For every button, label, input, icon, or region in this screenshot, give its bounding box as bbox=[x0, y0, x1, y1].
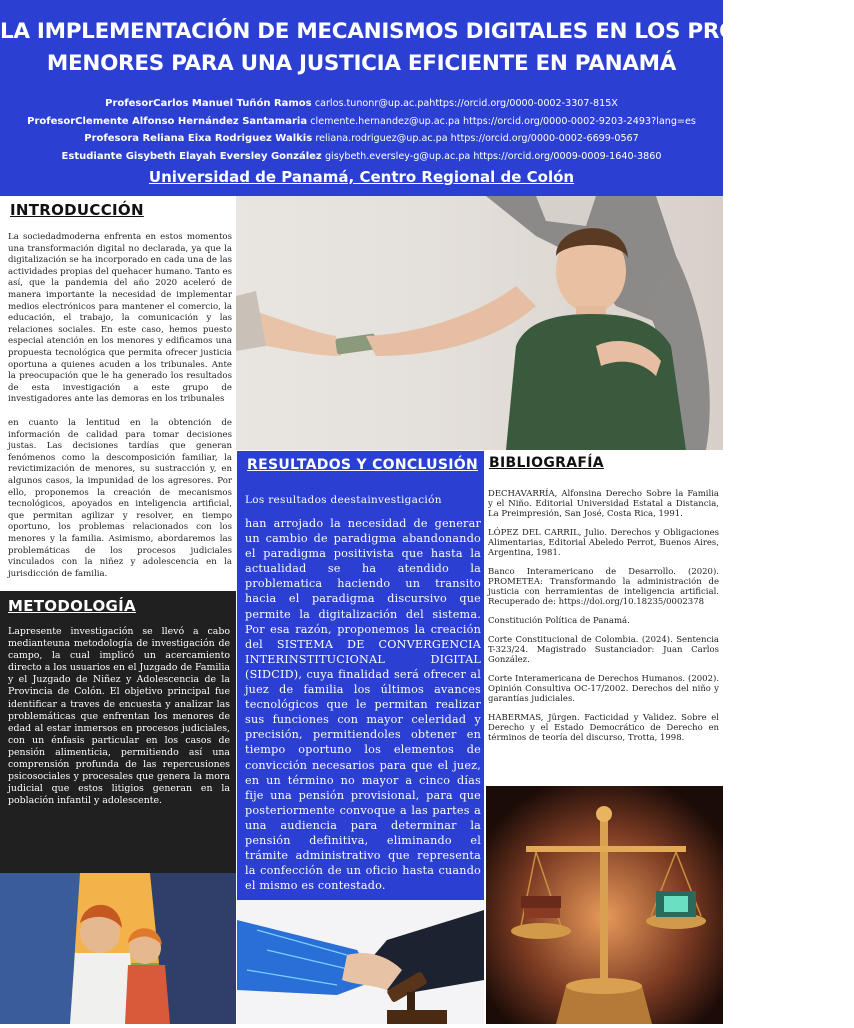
intro-paragraph-1: La sociedadmoderna enfrenta en estos momentos una transformación digital no declarada, ya que la digitalización se ha incorporado en cada una de las actividades propias del quehacer humano. Tanto es así, que la pandemia del año 2020 aceleró de manera importante la necesidad de implementar medios electrónicos para mantener el comercio, la educación, el trabajo, la comunicación y las relaciones sociales. En este caso, hemos puesto especial atención en los menores y edificamos una propuesta tecnológica que permita ofrecer justicia oportuna a quienes acuden a los tribunales. Ante la preocupación que le ha generado los resultados de esta investigación a este grupo de investigadores ante las demoras en los tribunales bbox=[8, 232, 232, 405]
title-line-2: MENORES PARA UNA JUSTICIA EFICIENTE EN PANAMÁ bbox=[46, 51, 677, 76]
methodology-text: Lapresente investigación se llevó a cabo medianteuna metodología de investigación de campo, la cual implicó un acercamiento directo a los usuarios en el Juzgado de Familia y el Juzgado de Niñez y Adolescencia de la Provincia de Colón. El objetivo principal fue identificar a traves de encuesta y analizar las problemáticas que enfrentan los menores de edad al estar inmersos en procesos judiciales, con un énfasis particular en los casos de pensión alimenticia, permitiendo así una comprensión profunda de las repercusiones psicosociales y procesales que genera la mora judicial que estos litigios generan en la población infantil y adolescente. bbox=[8, 626, 230, 807]
bibliography-heading: BIBLIOGRAFÍA bbox=[489, 455, 604, 471]
bibliography-item: DECHAVARRÍA, Alfonsina Derecho Sobre la Familia y el Niño. Editorial Universidad Estatal a Distancia, La Preimpresión, San José, Costa Rica, 1991. bbox=[488, 489, 719, 519]
author-3 bbox=[0, 130, 723, 148]
author-contact: gisybeth.eversley-g@up.ac.pa https://orcid.org/0009-0009-1640-3860 bbox=[324, 150, 662, 162]
bibliography-item: Corte Constitucional de Colombia. (2024). Sentencia T-323/24. Magistrado Sustanciador: Juan Carlos González. bbox=[488, 635, 719, 665]
author-name: Estudiante Gisybeth Elayah Eversley González bbox=[61, 150, 322, 162]
justice-scale-image bbox=[486, 786, 723, 1024]
results-highlight: SISTEMA DE CONVERGENCIA INTERINSTITUCIONAL DIGITAL (SIDCID) bbox=[245, 637, 481, 681]
results-text-before: han arrojado la necesidad de generar un cambio de paradigma abandonando el paradigma positivista que hasta la actualidad se ha atendido la problematica haciendo un transito hacia el paradigma discursivo que permite la digitalización del sistema. Por esa razón, proponemos la creación del bbox=[245, 517, 481, 651]
digital-handshake-image bbox=[237, 900, 484, 1024]
author-name: ProfesorCarlos Manuel Tuñón Ramos bbox=[105, 98, 312, 109]
poster-title bbox=[0, 16, 854, 80]
results-text bbox=[245, 516, 481, 893]
family-illustration bbox=[0, 873, 236, 1024]
author-list bbox=[0, 95, 723, 165]
hero-illustration bbox=[236, 196, 723, 450]
title-line-1: LA IMPLEMENTACIÓN DE MECANISMOS DIGITALES EN LOS PROCESOS DE bbox=[0, 19, 854, 44]
family-photo bbox=[0, 873, 236, 1024]
hero-photo bbox=[236, 196, 723, 450]
author-contact: clemente.hernandez@up.ac.pa https://orcid.org/0000-0002-9203-2493?lang=es bbox=[310, 115, 696, 127]
bibliography-item: Constitución Política de Panamá. bbox=[488, 616, 630, 626]
university-name: Universidad de Panamá, Centro Regional de Colón bbox=[148, 168, 575, 186]
results-lead: Los resultados deestainvestigación bbox=[245, 494, 442, 506]
intro-heading: INTRODUCCIÓN bbox=[10, 201, 144, 219]
scale-illustration bbox=[486, 786, 723, 1024]
intro-paragraph-2: en cuanto la lentitud en la obtención de información de calidad para tomar decisiones justas. Las decisiones tardías que generan fenómenos como la descomposición familiar, la revictimización de menores, su sustracción y, en algunos casos, la impunidad de los agresores. Por ello, proponemos la creación de mecanismos tecnológicos, apoyados en inteligencia artificial, que permitan agilizar y resolver, en tiempo oportuno, los problemas relacionados con los menores y la familia. Asimismo, abordaremos las problemáticas de los procesos judiciales vinculados con la niñez y adolescencia en la jurisdicción de familia. bbox=[8, 418, 232, 579]
author-contact: reliana.rodriguez@up.ac.pa https://orcid.org/0000-0002-6699-0567 bbox=[315, 133, 639, 144]
results-text-after: , cuya finalidad será ofrecer al juez de familia los últimos avances tecnológicos que le permitan realizar sus funciones con mayor celeridad y precisión, permitiendoles obtener en tiempo oportuno los elementos de convicción necesarios para que el juez, en un término no mayor a cinco días fije una pensión provisional, para que posteriormente convoque a las partes a una audiencia para determinar la pensión definitiva, eliminando el trámite administrativo que representa la confección de un oficio hasta cuando el mismo es contestado. bbox=[245, 667, 481, 893]
author-contact: carlos.tunonr@up.ac.pahttps://orcid.org/0000-0002-3307-815X bbox=[314, 98, 618, 109]
bibliography-list bbox=[488, 489, 719, 752]
author-name: ProfesorClemente Alfonso Hernández Santamaria bbox=[27, 115, 308, 127]
author-4 bbox=[0, 148, 723, 166]
methodology-heading: METODOLOGÍA bbox=[8, 597, 136, 615]
author-2 bbox=[0, 113, 723, 131]
author-name: Profesora Reliana Eixa Rodriguez Walkis bbox=[84, 133, 313, 144]
handshake-illustration bbox=[237, 900, 484, 1024]
results-heading: RESULTADOS Y CONCLUSIÓN bbox=[247, 457, 478, 473]
bibliography-item: Banco Interamericano de Desarrollo. (2020). PROMETEA: Transformando la administración de justicia con herramientas de inteligencia artificial. Recuperado de: https://doi.org/10.18235/0002378 bbox=[488, 567, 719, 607]
author-1 bbox=[0, 95, 723, 113]
bibliography-item: HABERMAS, Jürgen. Facticidad y Validez. Sobre el Derecho y el Estado Democrático de Derecho en términos de teoría del discurso, Trotta, 1998. bbox=[488, 713, 719, 743]
bibliography-item: Corte Interamericana de Derechos Humanos. (2002). Opinión Consultiva OC-17/2002. Derechos del niño y garantías judiciales. bbox=[488, 674, 719, 704]
bibliography-item: LÓPEZ DEL CARRIL, Julio. Derechos y Obligaciones Alimentarias, Editorial Abeledo Perrot, Buenos Aires, Argentina, 1981. bbox=[488, 528, 719, 558]
